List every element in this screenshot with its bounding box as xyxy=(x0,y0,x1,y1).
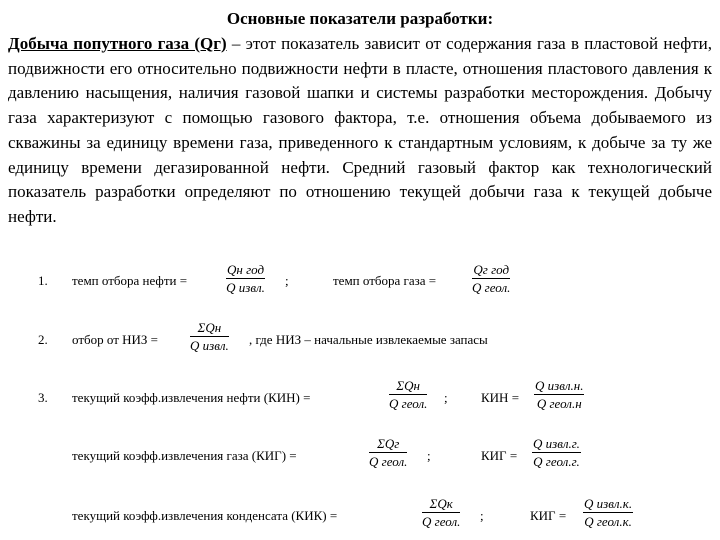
paragraph-lead-term: Добыча попутного газа (Qг) xyxy=(8,34,227,53)
fraction-numerator: ΣQк xyxy=(422,496,460,513)
fraction-denominator: Q геол. xyxy=(472,280,511,295)
fraction-numerator: Q извл.н. xyxy=(535,378,584,393)
fraction-numerator: ΣQн xyxy=(190,320,229,337)
fraction-denominator: Q геол.к. xyxy=(584,514,632,529)
formula-kin-right-fraction xyxy=(534,378,584,411)
formula-kin-label: текущий коэфф.извлечения нефти (КИН) = xyxy=(72,390,311,405)
formula-niz-fraction xyxy=(190,320,229,353)
item-number-2: 2. xyxy=(38,332,48,347)
formula-oil-rate-label: темп отбора нефти = xyxy=(72,273,188,288)
fraction-denominator: Q геол. xyxy=(369,454,408,469)
fraction-denominator: Q геол.н xyxy=(536,396,582,411)
formula-separator: ; xyxy=(480,508,484,523)
formula-kik-label: текущий коэфф.извлечения конденсата (КИК) = xyxy=(72,508,338,523)
item-number-3: 3. xyxy=(38,390,48,405)
formula-kik-fraction xyxy=(422,496,460,529)
formula-niz-label: отбор от НИЗ = xyxy=(72,332,159,347)
formula-kig-right-fraction xyxy=(532,436,581,469)
formula-separator: ; xyxy=(427,448,431,463)
paragraph-text: – этот показатель зависит от содержания газа в пластовой нефти, подвижности его относительно подвижности нефти в пласте, отношения пластового давления к давлению насыщения, наличия газовой шапки и системы разработки месторождения. Добычу газа характеризуют с помощью газового фактора, т.е. отношения объема добываемого из скважины за единицу времени газа, приведенного к стандартным условиям, к добыче за ту же единицу времени дегазированной нефти. Средний газовый фактор как технологический показатель разработки определяют по отношению текущей добычи газа к текущей добыче нефти. xyxy=(8,34,713,226)
fraction-numerator: Q извл.г. xyxy=(533,436,580,451)
item-number-1: 1. xyxy=(38,273,48,288)
fraction-denominator: Q извл. xyxy=(226,280,265,295)
fraction-numerator: ΣQг xyxy=(369,436,407,453)
formula-niz-tail: , где НИЗ – начальные извлекаемые запасы xyxy=(249,332,488,347)
fraction-denominator: Q геол. xyxy=(389,396,428,411)
formula-kig-label: текущий коэфф.извлечения газа (КИГ) = xyxy=(72,448,297,463)
formula-kik-right-fraction xyxy=(583,496,633,529)
formula-kig-right-label: КИГ = xyxy=(481,448,518,463)
formula-oil-rate-fraction xyxy=(226,262,265,295)
formula-kig-fraction xyxy=(369,436,407,469)
fraction-denominator: Q извл. xyxy=(190,338,229,353)
fraction-denominator: Q геол. xyxy=(422,514,461,529)
fraction-numerator: Qг год xyxy=(473,262,510,277)
fraction-numerator: Qн год xyxy=(227,262,265,277)
fraction-denominator: Q геол.г. xyxy=(533,454,580,469)
fraction-numerator: Q извл.к. xyxy=(584,496,633,511)
formula-gas-rate-label: темп отбора газа = xyxy=(333,273,437,288)
intro-paragraph xyxy=(8,32,712,230)
formula-gas-rate-fraction xyxy=(472,262,510,295)
formula-kik-right-label: КИГ = xyxy=(530,508,567,523)
formula-kin-right-label: КИН = xyxy=(481,390,520,405)
fraction-numerator: ΣQн xyxy=(389,378,427,395)
formula-kin-fraction xyxy=(389,378,427,411)
page-title: Основные показатели разработки: xyxy=(226,9,494,28)
formula-separator: ; xyxy=(444,390,448,405)
formula-separator: ; xyxy=(285,273,289,288)
